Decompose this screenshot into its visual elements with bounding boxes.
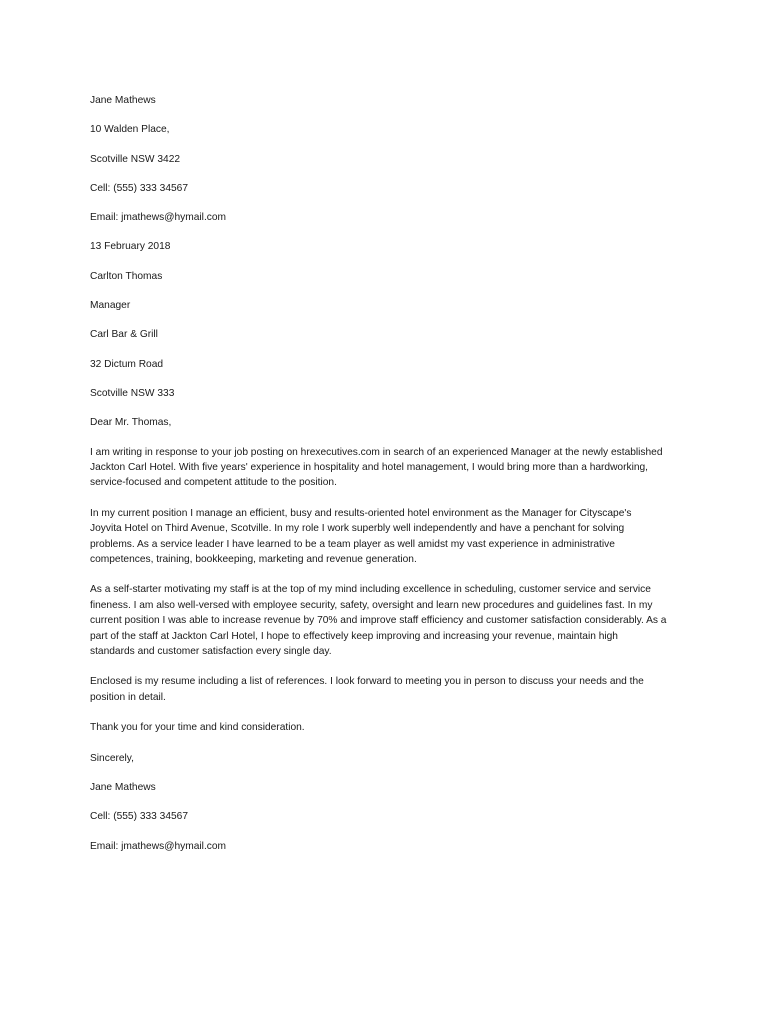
body-paragraph-1: I am writing in response to your job posting on hrexecutives.com in search of an experienced Manager at the newly established Jackton Carl Hotel. With five years' experience in hospitality and hotel management, I would bring more than a hardworking, service-focused and competent attitude to the position. <box>90 446 663 489</box>
recipient-address-line1: 32 Dictum Road <box>90 358 164 370</box>
sender-email: Email: jmathews@hymail.com <box>90 212 227 224</box>
recipient-address-line2: Scotville NSW 333 <box>90 387 175 399</box>
signature-email: Email: jmathews@hymail.com <box>90 840 227 852</box>
cover-letter <box>90 93 682 868</box>
salutation: Dear Mr. Thomas, <box>90 417 172 429</box>
signature-cell: Cell: (555) 333 34567 <box>90 811 188 823</box>
body-paragraph-3: As a self-starter motivating my staff is at the top of my mind including excellence in scheduling, customer service and service fineness. I am also well-versed with employee security, safety, oversight and learn new procedures and guidelines fast. In my current position I was able to increase revenue by 70% and improve staff efficiency and customer satisfaction considerably. As a part of the staff at Jackton Carl Hotel, I hope to effectively keep improving and increasing your revenue, maintain high standards and customer satisfaction every single day. <box>90 584 667 658</box>
body-paragraph-5: Thank you for your time and kind consideration. <box>90 722 305 734</box>
sender-cell: Cell: (555) 333 34567 <box>90 182 188 194</box>
body-paragraph-2: In my current position I manage an efficient, busy and results-oriented hotel environment as the Manager for Cityscape's Joyvita Hotel on Third Avenue, Scotville. In my role I work superbly well independently and have a penchant for solving problems. As a service leader I have learned to be a team player as well amidst my vast experience in administrative competences, training, bookkeeping, marketing and revenue generation. <box>90 507 632 565</box>
sign-off: Sincerely, <box>90 752 134 764</box>
sender-name: Jane Mathews <box>90 95 156 106</box>
sender-address-line1: 10 Walden Place, <box>90 124 170 136</box>
sender-address-line2: Scotville NSW 3422 <box>90 153 181 165</box>
body-paragraph-4: Enclosed is my resume including a list of references. I look forward to meeting you in person to discuss your needs and the position in detail. <box>90 676 644 703</box>
recipient-name: Carlton Thomas <box>90 270 163 282</box>
recipient-title: Manager <box>90 300 131 312</box>
letter-date: 13 February 2018 <box>90 241 171 253</box>
recipient-company: Carl Bar & Grill <box>90 329 158 341</box>
signature-name: Jane Mathews <box>90 781 156 793</box>
